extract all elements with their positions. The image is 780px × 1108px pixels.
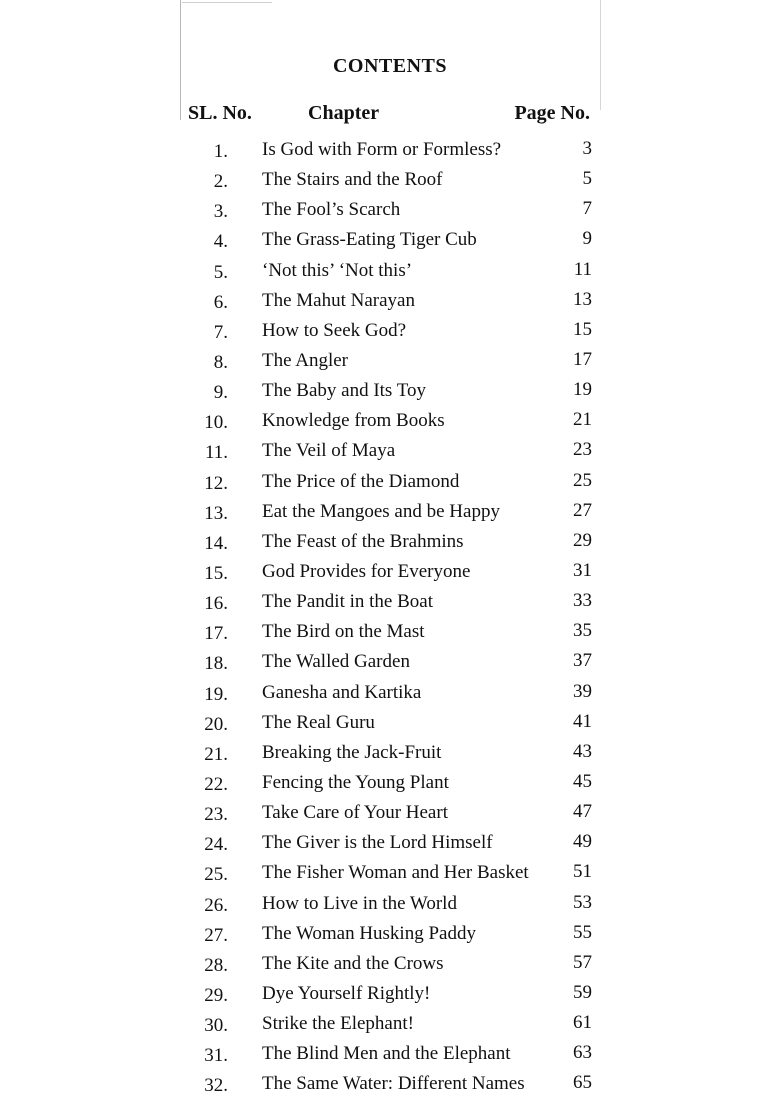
row-sl-no: 4. [213, 231, 228, 253]
row-page-no: 63 [573, 1042, 592, 1064]
row-page-no: 45 [573, 770, 592, 792]
row-page-no: 57 [573, 951, 592, 973]
row-chapter-title: Is God with Form or Formless? [262, 139, 502, 160]
row-page-no: 55 [573, 921, 592, 943]
contents-row [0, 1070, 780, 1100]
row-page-no: 27 [573, 499, 592, 521]
row-page-no: 17 [573, 348, 592, 370]
row-page-no: 25 [573, 469, 592, 491]
row-page-no: 9 [582, 228, 592, 250]
row-page-no: 31 [573, 559, 592, 581]
row-sl-no: 6. [213, 291, 228, 313]
row-sl-no: 24. [204, 834, 228, 856]
row-page-no: 49 [573, 831, 592, 853]
contents-row [0, 1040, 780, 1070]
contents-row [0, 136, 780, 166]
contents-row [0, 196, 780, 226]
contents-row [0, 709, 780, 739]
row-page-no: 37 [573, 650, 592, 672]
row-sl-no: 3. [213, 201, 228, 223]
row-page-no: 15 [573, 318, 592, 340]
row-chapter-title: The Walled Garden [262, 651, 410, 673]
row-chapter-title: How to Seek God? [262, 319, 407, 341]
contents-row [0, 679, 780, 709]
contents-row [0, 769, 780, 799]
row-sl-no: 5. [213, 261, 228, 283]
page-title: CONTENTS [332, 55, 448, 77]
contents-row [0, 739, 780, 769]
row-page-no: 43 [573, 740, 592, 762]
contents-row [0, 226, 780, 256]
contents-row [0, 377, 780, 407]
contents-row [0, 528, 780, 558]
row-chapter-title: The Giver is the Lord Himself [262, 832, 493, 854]
row-sl-no: 8. [213, 351, 228, 373]
row-chapter-title: The Pandit in the Boat [262, 591, 433, 613]
row-sl-no: 19. [204, 683, 228, 705]
row-page-no: 5 [582, 168, 592, 190]
page-edge-right [600, 0, 601, 110]
row-sl-no: 11. [204, 442, 228, 464]
row-sl-no: 2. [213, 171, 228, 193]
row-page-no: 41 [573, 710, 592, 732]
row-chapter-title: The Stairs and the Roof [262, 169, 443, 191]
row-sl-no: 18. [204, 653, 228, 675]
contents-row [0, 648, 780, 678]
row-chapter-title: The Fool’s Scarch [262, 199, 401, 221]
row-chapter-title: The Mahut Narayan [262, 289, 415, 311]
header-page-no: Page No. [514, 102, 590, 124]
row-sl-no: 21. [204, 743, 228, 765]
row-chapter-title: Ganesha and Kartika [262, 681, 422, 703]
contents-row [0, 257, 780, 287]
contents-row [0, 588, 780, 618]
row-sl-no: 27. [204, 924, 228, 946]
row-chapter-title: The Feast of the Brahmins [262, 530, 464, 552]
row-sl-no: 13. [204, 502, 228, 524]
row-page-no: 61 [573, 1012, 592, 1034]
row-sl-no: 17. [204, 623, 228, 645]
contents-row [0, 407, 780, 437]
row-sl-no: 29. [204, 984, 228, 1006]
contents-row [0, 287, 780, 317]
row-chapter-title: The Angler [262, 349, 349, 371]
row-sl-no: 7. [213, 321, 228, 343]
contents-row [0, 920, 780, 950]
contents-row [0, 437, 780, 467]
row-sl-no: 14. [204, 532, 228, 554]
contents-row [0, 558, 780, 588]
row-chapter-title: The Same Water: Different Names [262, 1073, 525, 1095]
row-sl-no: 15. [204, 562, 228, 584]
row-chapter-title: The Grass-Eating Tiger Cub [262, 229, 477, 251]
contents-row [0, 618, 780, 648]
row-chapter-title: Fencing the Young Plant [262, 771, 449, 793]
contents-row [0, 950, 780, 980]
row-page-no: 13 [573, 288, 592, 310]
row-chapter-title: God Provides for Everyone [262, 560, 471, 582]
row-chapter-title: The Kite and the Crows [262, 952, 444, 974]
contents-row [0, 829, 780, 859]
contents-row [0, 890, 780, 920]
contents-row [0, 317, 780, 347]
row-page-no: 3 [582, 138, 592, 159]
row-chapter-title: The Woman Husking Paddy [262, 922, 476, 944]
contents-row [0, 498, 780, 528]
row-chapter-title: The Real Guru [262, 711, 375, 733]
row-sl-no: 26. [204, 894, 228, 916]
row-page-no: 39 [573, 680, 592, 702]
row-sl-no: 16. [204, 593, 228, 615]
row-page-no: 47 [573, 801, 592, 823]
row-chapter-title: The Blind Men and the Elephant [262, 1043, 511, 1065]
contents-row [0, 347, 780, 377]
row-chapter-title: The Fisher Woman and Her Basket [262, 862, 529, 884]
contents-row [0, 980, 780, 1010]
row-sl-no: 9. [213, 382, 228, 404]
row-page-no: 33 [573, 590, 592, 612]
row-sl-no: 1. [213, 141, 228, 162]
row-chapter-title: Take Care of Your Heart [262, 802, 448, 824]
row-sl-no: 12. [204, 472, 228, 494]
row-page-no: 59 [573, 981, 592, 1003]
row-page-no: 65 [573, 1072, 592, 1094]
row-chapter-title: The Bird on the Mast [262, 621, 425, 643]
row-chapter-title: The Baby and Its Toy [262, 380, 427, 402]
row-sl-no: 23. [204, 804, 228, 826]
header-sl-no: SL. No. [188, 102, 252, 124]
row-page-no: 35 [573, 620, 592, 642]
row-chapter-title: Breaking the Jack-Fruit [262, 741, 442, 763]
row-sl-no: 10. [204, 412, 228, 434]
row-page-no: 23 [573, 439, 592, 461]
row-chapter-title: Dye Yourself Rightly! [262, 982, 431, 1004]
row-chapter-title: Knowledge from Books [262, 410, 445, 432]
header-chapter: Chapter [308, 102, 380, 124]
contents-row [0, 799, 780, 829]
row-chapter-title: Eat the Mangoes and be Happy [262, 500, 500, 522]
row-chapter-title: Strike the Elephant! [262, 1013, 414, 1035]
contents-row [0, 166, 780, 196]
row-page-no: 7 [582, 198, 592, 220]
contents-list [0, 136, 780, 1101]
row-sl-no: 32. [204, 1075, 228, 1097]
row-sl-no: 28. [204, 954, 228, 976]
row-sl-no: 30. [204, 1015, 228, 1037]
row-page-no: 51 [573, 861, 592, 883]
row-sl-no: 22. [204, 773, 228, 795]
row-page-no: 29 [573, 529, 592, 551]
row-chapter-title: The Veil of Maya [262, 440, 396, 462]
row-sl-no: 25. [204, 864, 228, 886]
contents-row [0, 468, 780, 498]
row-chapter-title: How to Live in the World [262, 892, 457, 914]
row-page-no: 19 [573, 379, 592, 401]
page-edge-top [182, 2, 272, 3]
contents-row [0, 859, 780, 889]
row-page-no: 53 [573, 891, 592, 913]
row-chapter-title: ‘Not this’ ‘Not this’ [262, 259, 413, 281]
row-sl-no: 20. [204, 713, 228, 735]
row-page-no: 21 [573, 409, 592, 431]
row-chapter-title: The Price of the Diamond [262, 470, 460, 492]
contents-row [0, 1010, 780, 1040]
row-sl-no: 31. [204, 1045, 228, 1067]
row-page-no: 11 [573, 258, 592, 280]
